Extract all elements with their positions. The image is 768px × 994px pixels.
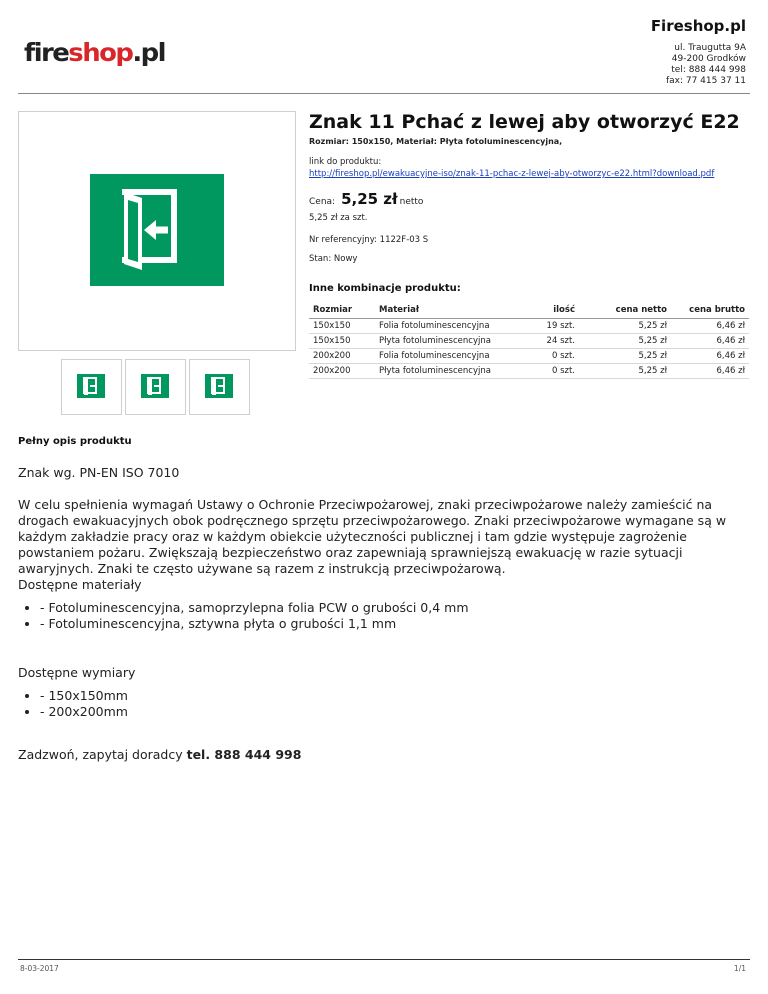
column-header-gross-price: cena brutto	[671, 302, 749, 319]
list-item: • - 150x150mm	[40, 688, 753, 704]
list-item: • - Fotoluminescencyjna, samoprzylepna folia PCW o grubości 0,4 mm	[40, 600, 753, 616]
product-condition: Stan: Nowy	[309, 254, 358, 264]
product-subtitle: Rozmiar: 150x150, Materiał: Płyta fotoluminescencyjna,	[309, 137, 563, 146]
description-paragraph: W celu spełnienia wymagań Ustawy o Ochronie Przeciwpożarowej, znaki przeciwpożarowe należy zamieścić na drogach ewakuacyjnych obok podręcznego sprzętu przeciwpożarowego. Znaki przeciwpożarowe wymagane są w każdym zakładzie pracy oraz w każdym obiekcie użyteczności publicznej i tam gdzie występuje zagrożenie powstaniem pożaru. Zwiększają bezpieczeństwo oraz zapewniają sprawniejszą ewakuację w razie sytuacji awaryjnych. Znaki te często używane są razem z instrukcją przeciwpożarową.	[18, 497, 727, 576]
cell-quantity: 19 szt.	[531, 319, 579, 334]
cell-quantity: 24 szt.	[531, 334, 579, 349]
full-description-heading: Pełny opis produktu	[18, 436, 132, 447]
cell-gross-price: 6,46 zł	[671, 319, 749, 334]
cell-material: Folia fotoluminescencyjna	[375, 319, 531, 334]
materials-label: Dostępne materiały	[18, 577, 142, 592]
cell-material: Płyta fotoluminescencyjna	[375, 364, 531, 379]
cell-size: 150x150	[309, 334, 375, 349]
cell-net-price: 5,25 zł	[579, 349, 671, 364]
exit-door-push-left-sign-icon	[90, 174, 224, 286]
product-thumbnail-1[interactable]	[61, 359, 122, 415]
contact-prefix: Zadzwoń, zapytaj doradcy	[18, 747, 183, 762]
exit-door-sign-thumbnail-icon	[141, 374, 169, 398]
price-suffix: netto	[399, 197, 424, 207]
footer-date: 8-03-2017	[20, 964, 59, 973]
exit-door-sign-thumbnail-icon	[205, 374, 233, 398]
sizes-list	[18, 688, 753, 720]
column-header-material: Materiał	[375, 302, 531, 319]
product-title: Znak 11 Pchać z lewej aby otworzyć E22	[309, 111, 740, 133]
combinations-table	[309, 302, 749, 379]
table-header-row	[309, 302, 749, 319]
product-thumbnail-3[interactable]	[189, 359, 250, 415]
table-row	[309, 334, 749, 349]
logo-part-pl: .pl	[132, 38, 164, 67]
product-main-image[interactable]	[18, 111, 296, 351]
table-row	[309, 349, 749, 364]
list-item: • - 200x200mm	[40, 704, 753, 720]
product-thumbnail-2[interactable]	[125, 359, 186, 415]
cell-net-price: 5,25 zł	[579, 334, 671, 349]
product-link-label: link do produktu:	[309, 157, 382, 167]
column-header-size: Rozmiar	[309, 302, 375, 319]
cell-material: Folia fotoluminescencyjna	[375, 349, 531, 364]
cell-size: 200x200	[309, 364, 375, 379]
cell-size: 200x200	[309, 349, 375, 364]
fireshop-logo	[24, 36, 166, 68]
header-divider	[18, 93, 750, 94]
address-line: ul. Traugutta 9A	[674, 43, 746, 53]
contact-phone: tel. 888 444 998	[186, 747, 302, 762]
sizes-label: Dostępne wymiary	[18, 665, 136, 680]
combinations-heading: Inne kombinacje produktu:	[309, 283, 461, 294]
cell-net-price: 5,25 zł	[579, 364, 671, 379]
full-description	[18, 465, 753, 763]
product-link[interactable]: http://fireshop.pl/ewakuacyjne-iso/znak-11-pchac-z-lewej-aby-otworzyc-e22.html?download.pdf	[309, 169, 715, 179]
contact-line	[18, 747, 753, 763]
list-item: • - Fotoluminescencyjna, sztywna płyta o grubości 1,1 mm	[40, 616, 753, 632]
logo-part-fire: fire	[24, 38, 67, 67]
shop-address	[666, 43, 746, 87]
logo-part-shop: shop	[68, 38, 131, 67]
cell-net-price: 5,25 zł	[579, 319, 671, 334]
column-header-quantity: ilość	[531, 302, 579, 319]
table-row	[309, 319, 749, 334]
address-line: 49-200 Grodków	[671, 54, 746, 64]
cell-material: Płyta fotoluminescencyjna	[375, 334, 531, 349]
price-label: Cena:	[309, 197, 336, 207]
column-header-net-price: cena netto	[579, 302, 671, 319]
price-value: 5,25 zł	[341, 190, 398, 208]
cell-gross-price: 6,46 zł	[671, 364, 749, 379]
footer-page-number: 1/1	[733, 964, 746, 973]
cell-quantity: 0 szt.	[531, 349, 579, 364]
cell-quantity: 0 szt.	[531, 364, 579, 379]
footer-divider	[18, 959, 750, 960]
reference-number: Nr referencyjny: 1122F-03 S	[309, 235, 429, 245]
cell-gross-price: 6,46 zł	[671, 349, 749, 364]
exit-door-sign-thumbnail-icon	[77, 374, 105, 398]
address-phone: tel: 888 444 998	[671, 65, 746, 75]
cell-size: 150x150	[309, 319, 375, 334]
standard-text: Znak wg. PN-EN ISO 7010	[18, 465, 180, 480]
svg-text:fireshop.pl	[24, 38, 165, 67]
price-row	[309, 190, 423, 208]
address-fax: fax: 77 415 37 11	[665, 76, 746, 86]
shop-name: Fireshop.pl	[650, 17, 746, 35]
cell-gross-price: 6,46 zł	[671, 334, 749, 349]
materials-list	[18, 600, 753, 632]
table-row	[309, 364, 749, 379]
price-per-unit: 5,25 zł za szt.	[309, 213, 368, 223]
